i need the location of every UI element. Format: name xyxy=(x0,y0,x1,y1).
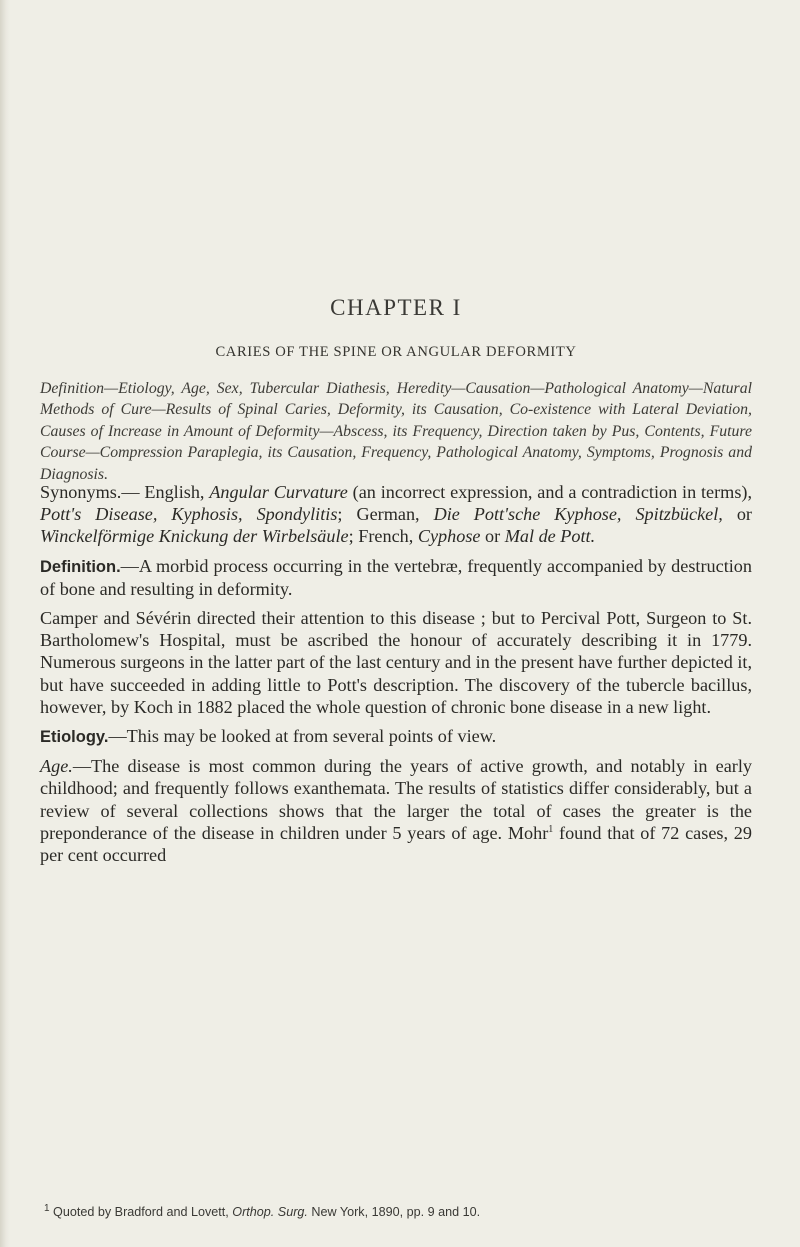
footnote-reference: 1 xyxy=(548,823,554,835)
synonym-english-alt: Pott's Disease, Kyphosis, Spondylitis xyxy=(40,504,338,525)
page-binding-edge xyxy=(0,0,10,1247)
etiology-paragraph xyxy=(40,725,752,748)
synonyms-lead: Synonyms.— English, xyxy=(40,482,210,502)
synonyms-paragraph xyxy=(40,481,752,548)
book-page xyxy=(40,0,752,1247)
chapter-heading: CHAPTER I xyxy=(330,295,462,320)
synonym-english-term: Angular Curvature xyxy=(209,482,348,502)
body-text xyxy=(40,481,752,873)
footnote-text: Quoted by Bradford and Lovett, xyxy=(49,1205,233,1219)
synonym-german-alt: Winckelförmige Knickung der Wirbelsäule xyxy=(40,526,349,547)
footnote-journal: Orthop. Surg. xyxy=(232,1205,308,1219)
age-label: Age. xyxy=(40,756,73,777)
synonym-french-term: Cyphose xyxy=(417,526,481,547)
footnote xyxy=(44,1204,752,1220)
etiology-text: —This may be looked at from several points of view. xyxy=(108,726,497,747)
synonym-or-german: or xyxy=(722,504,752,525)
definition-paragraph xyxy=(40,555,752,600)
age-text-continued: found that of 72 cases, 29 per cent occurred xyxy=(40,822,752,866)
synonym-sep-german: ; German, xyxy=(337,504,434,525)
chapter-summary: Definition—Etiology, Age, Sex, Tubercular Diathesis, Heredity—Causation—Pathological Anatomy—Natural Methods of Cure—Results of Spinal Caries, Deformity, its Causation, Co-existence with Lateral Deviation, Causes of Increase in Amount of Deformity—Abscess, its Frequency, Direction taken by Pus, Contents, Future Course—Compression Paraplegia, its Causation, Frequency, Pathological Anatomy, Symptoms, Prognosis and Diagnosis. xyxy=(40,380,752,483)
synonym-german-terms: Die Pott'sche Kyphose, Spitzbückel, xyxy=(433,504,723,525)
synonym-sep-french: ; French, xyxy=(348,526,418,547)
etiology-label: Etiology. xyxy=(40,728,109,747)
history-paragraph: Camper and Sévérin directed their attention to this disease ; but to Percival Pott, Surgeon to St. Bartholomew's Hospital, must be ascribed the honour of accurately describing it in 1779. Numerous surgeons in the latter part of the last century and in the present have further depicted it, but have succeeded in adding little to Pott's description. The discovery of the tubercle bacillus, however, by Koch in 1882 placed the whole question of chronic bone disease in a new light. xyxy=(40,608,752,717)
synonym-or-french: or xyxy=(480,526,505,547)
footnote-text-end: New York, 1890, pp. 9 and 10. xyxy=(307,1205,481,1219)
definition-text: —A morbid process occurring in the vertebræ, frequently accompanied by destruction of bone and resulting in deformity. xyxy=(40,555,752,599)
age-text: —The disease is most common during the years of active growth, and notably in early childhood; and frequently follows exanthemata. The results of statistics differ considerably, but a review of several collections shows that the larger the total of cases the greater is the preponderance of the disease in children under 5 years of age. Mohr xyxy=(40,756,752,843)
footnote-mark: 1 xyxy=(44,1202,50,1214)
synonym-french-alt: Mal de Pott. xyxy=(504,526,596,547)
synonym-english-note: (an incorrect expression, and a contradiction in terms), xyxy=(347,482,753,502)
definition-label: Definition. xyxy=(40,557,121,576)
age-paragraph xyxy=(40,755,752,866)
chapter-title: CARIES OF THE SPINE OR ANGULAR DEFORMITY xyxy=(215,344,577,360)
